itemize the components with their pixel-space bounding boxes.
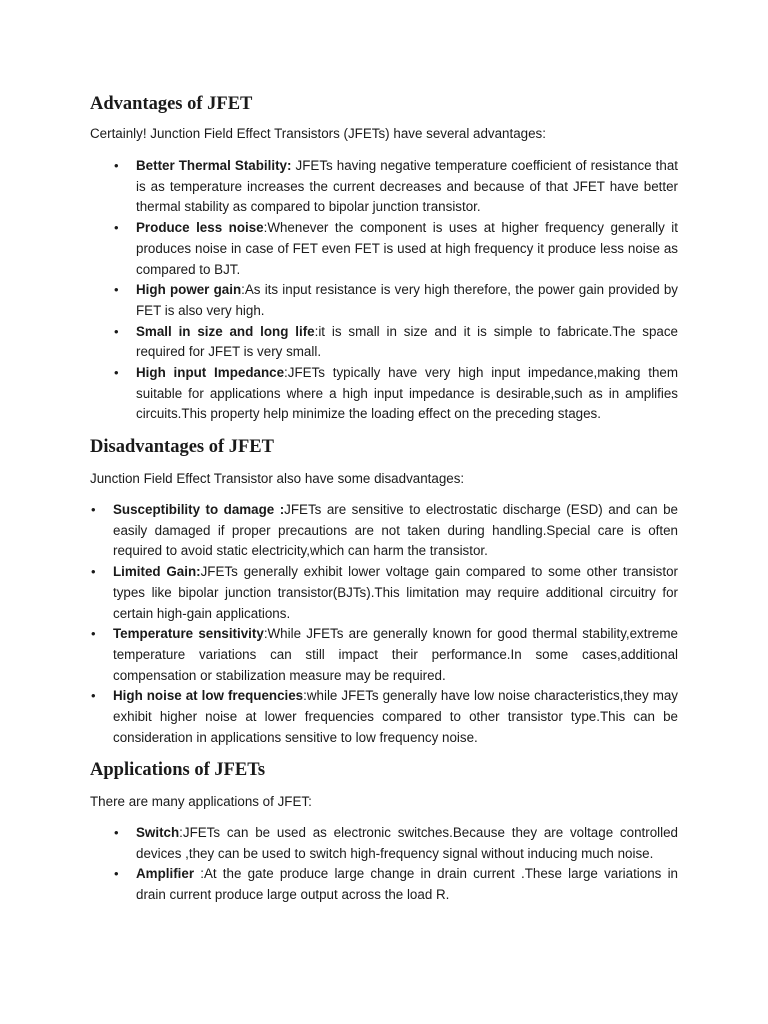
list-item [114,823,678,864]
list-item [91,562,678,624]
item-text: :While JFETs are generally known for good thermal stability,extreme temperature variations can still impact their performance.In some cases,additional compensation or stabilization measure may be required. [113,626,678,683]
item-text: JFETs having negative temperature coefficient of resistance that is as temperature increases the current decreases and because of that JFET have better thermal stability as compared to bipolar junction transistor. [136,158,678,215]
item-text: :At the gate produce large change in drain current .These large variations in drain current produce large output across the load R. [136,866,678,903]
list-item [114,363,679,425]
advantages-list [114,156,679,425]
section-heading-applications: Applications of JFETs [90,760,266,780]
item-term: High noise at low frequencies [113,688,304,704]
list-item [114,322,678,363]
applications-list [114,823,678,906]
disadvantages-list [91,500,678,748]
item-text: :it is small in size and it is simple to fabricate.The space required for JFET is very small. [136,323,678,360]
item-term: Limited Gain: [113,564,201,580]
bullet-icon: • [114,323,119,339]
bullet-icon: • [114,220,119,236]
list-item [91,624,678,686]
section-heading-advantages: Advantages of JFET [90,94,253,114]
section-intro-advantages: Certainly! Junction Field Effect Transistors (JFETs) have several advantages: [90,126,546,141]
item-term: Switch [136,825,180,840]
list-item [114,218,678,280]
bullet-icon: • [114,866,119,882]
bullet-icon: • [91,626,96,642]
bullet-icon: • [91,564,96,580]
item-term: Temperature sensitivity [113,626,264,642]
list-item [114,864,678,905]
bullet-icon: • [114,282,119,298]
list-item [114,280,678,321]
item-term: High power gain [136,282,242,298]
section-heading-disadvantages: Disadvantages of JFET [90,437,274,457]
bullet-icon: • [91,502,96,517]
item-text: :Whenever the component is uses at higher frequency generally it produces noise in case of FET even FET is used at high frequency it produce less noise as compared to BJT. [136,220,678,277]
item-text: :JFETs can be used as electronic switches.Because they are voltage controlled devices ,they can be used to switch high-frequency signal without inducing much noise. [136,825,678,861]
item-text: :JFETs typically have very high input impedance,making them suitable for applications where a high input impedance is desirable,such as in amplifies circuits.This property help minimize the loading effect on the preceding stages. [136,365,679,422]
section-intro-disadvantages: Junction Field Effect Transistor also have some disadvantages: [90,471,465,486]
list-item [91,500,678,562]
item-term: Small in size and long life [136,323,315,339]
item-term: Susceptibility to damage : [113,502,285,517]
item-term: High input Impedance [136,365,285,381]
bullet-icon: • [114,825,119,840]
item-term: Better Thermal Stability: [136,158,292,173]
bullet-icon: • [91,688,96,704]
list-item [91,686,678,748]
item-term: Produce less noise [136,220,264,236]
item-term: Amplifier [136,866,195,882]
bullet-icon: • [114,365,119,381]
section-intro-applications: There are many applications of JFET: [90,794,312,809]
list-item [114,156,678,218]
item-text: :while JFETs generally have low noise characteristics,they may exhibit higher noise at lower frequencies compared to other transistor type.This can be consideration in applications sensitive to low frequency noise. [113,688,678,745]
item-text: JFETs generally exhibit lower voltage gain compared to some other transistor types like bipolar junction transistor(BJTs).This limitation may require additional circuitry for certain high-gain applications. [113,564,678,621]
bullet-icon: • [114,158,119,173]
item-text: JFETs are sensitive to electrostatic discharge (ESD) and can be easily damaged if proper precautions are not taken during handling.Special care is often required to avoid static electricity,which can harm the transistor. [113,502,678,559]
item-text: :As its input resistance is very high therefore, the power gain provided by FET is also very high. [136,282,678,318]
